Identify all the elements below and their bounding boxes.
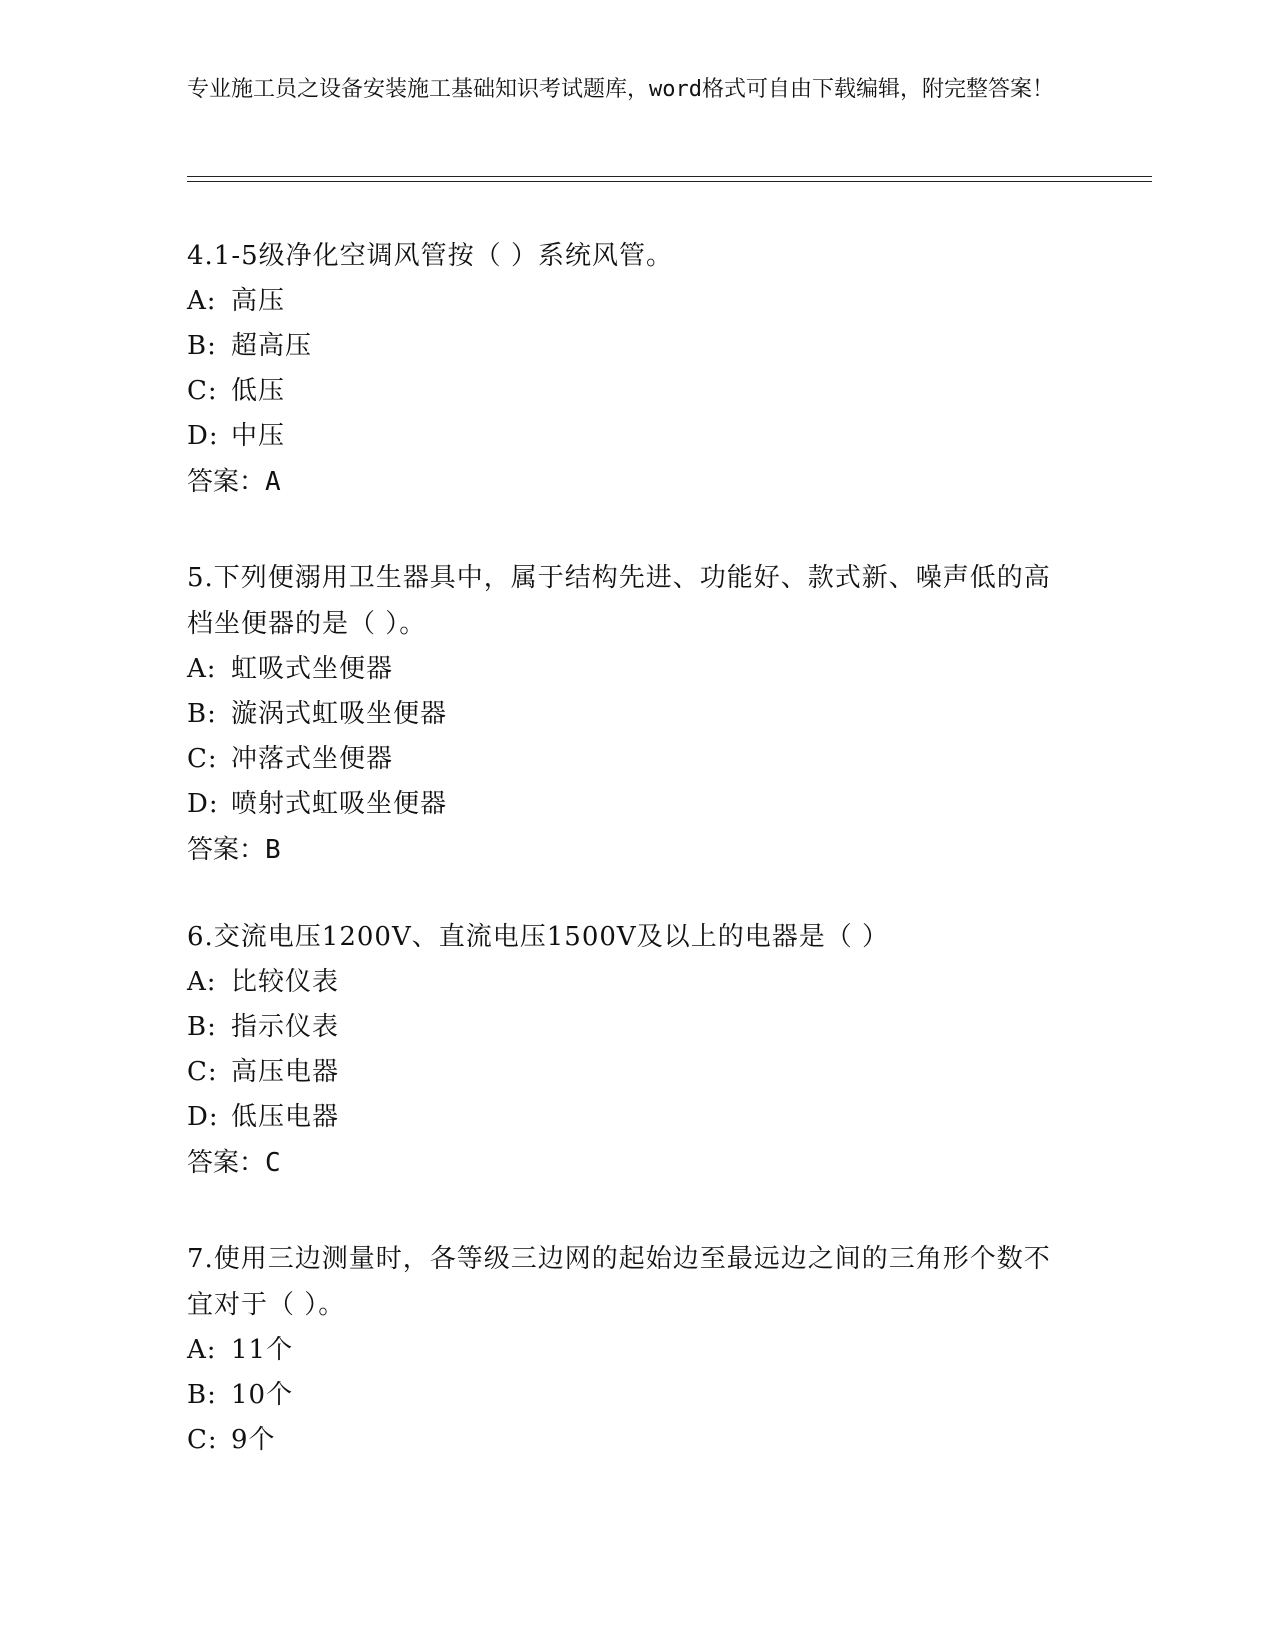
question-stem: 5.下列便溺用卫生器具中，属于结构先进、功能好、款式新、噪声低的高档坐便器的是（ ）。 [187, 563, 1051, 639]
option-b [187, 324, 1067, 369]
option-letter: A: [187, 967, 217, 997]
option-a [187, 960, 1067, 1005]
question-4 [187, 233, 1067, 505]
option-a [187, 647, 1067, 692]
option-text: 冲落式坐便器 [231, 744, 394, 774]
option-c [187, 1050, 1067, 1095]
option-text: 10个 [231, 1380, 294, 1410]
option-text: 超高压 [231, 331, 313, 361]
answer-line: 答案：B [187, 835, 281, 865]
option-text: 中压 [231, 421, 286, 451]
option-letter: C: [187, 1057, 218, 1087]
option-a [187, 279, 1067, 324]
option-letter: A: [187, 654, 217, 684]
question-7 [187, 1236, 1067, 1463]
header-divider-bottom [187, 181, 1152, 182]
question-5 [187, 555, 1067, 873]
option-c [187, 369, 1067, 414]
option-letter: B: [187, 1012, 217, 1042]
option-text: 11个 [231, 1335, 294, 1365]
question-stem: 7.使用三边测量时，各等级三边网的起始边至最远边之间的三角形个数不宜对于（ ）。 [187, 1244, 1051, 1320]
option-text: 低压 [231, 376, 286, 406]
option-letter: D: [187, 789, 219, 819]
option-letter: D: [187, 1102, 219, 1132]
answer-line: 答案：A [187, 467, 281, 497]
option-b [187, 692, 1067, 737]
option-text: 比较仪表 [231, 967, 340, 997]
header-divider-top [187, 176, 1152, 177]
option-text: 喷射式虹吸坐便器 [231, 789, 448, 819]
option-c [187, 1418, 1067, 1463]
option-text: 高压电器 [231, 1057, 340, 1087]
answer-line: 答案：C [187, 1148, 281, 1178]
option-b [187, 1005, 1067, 1050]
option-letter: A: [187, 286, 217, 316]
option-text: 指示仪表 [231, 1012, 340, 1042]
option-text: 漩涡式虹吸坐便器 [231, 699, 448, 729]
option-letter: B: [187, 1380, 217, 1410]
option-c [187, 737, 1067, 782]
document-header: 专业施工员之设备安装施工基础知识考试题库，word格式可自由下载编辑，附完整答案！ [187, 77, 1054, 102]
option-d [187, 1095, 1067, 1140]
option-text: 9个 [231, 1425, 276, 1455]
option-letter: B: [187, 699, 217, 729]
option-letter: D: [187, 421, 219, 451]
option-text: 高压 [231, 286, 286, 316]
option-b [187, 1373, 1067, 1418]
option-letter: C: [187, 744, 218, 774]
option-text: 虹吸式坐便器 [231, 654, 394, 684]
option-d [187, 414, 1067, 459]
option-letter: C: [187, 376, 218, 406]
question-stem: 4.1-5级净化空调风管按（ ）系统风管。 [187, 241, 673, 271]
option-text: 低压电器 [231, 1102, 340, 1132]
question-6 [187, 914, 1067, 1186]
option-letter: A: [187, 1335, 217, 1365]
option-d [187, 782, 1067, 827]
question-stem: 6.交流电压1200V、直流电压1500V及以上的电器是（ ） [187, 922, 889, 952]
option-a [187, 1328, 1067, 1373]
option-letter: C: [187, 1425, 218, 1455]
option-letter: B: [187, 331, 217, 361]
